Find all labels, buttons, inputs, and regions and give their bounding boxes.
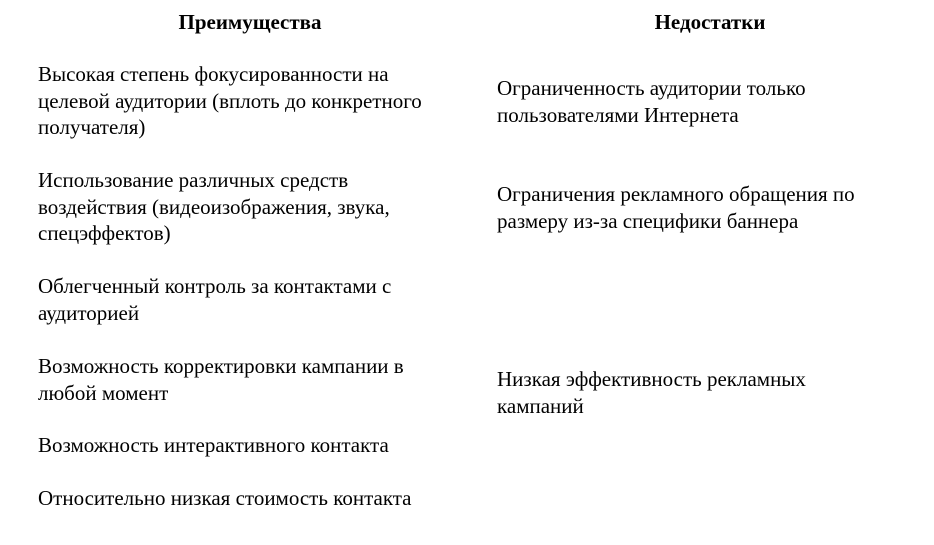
advantage-line: спецэффектов): [38, 221, 171, 245]
advantage-item: [38, 485, 412, 512]
advantage-item: [38, 61, 422, 141]
advantage-line: целевой аудитории (вплоть до конкретного: [38, 88, 422, 113]
disadvantage-line: размеру из-за специфики баннера: [497, 208, 799, 233]
disadvantage-line: Ограниченность аудитории только: [497, 76, 806, 100]
disadvantage-line: Ограничения рекламного обращения по: [497, 182, 855, 206]
advantages-header: Преимущества: [178, 10, 322, 34]
advantage-item: [38, 167, 390, 247]
advantage-line: любой момент: [38, 380, 169, 405]
disadvantage-item: [497, 181, 855, 234]
disadvantages-header: Недостатки: [654, 10, 766, 34]
advantage-line: получателя): [38, 115, 146, 139]
disadvantage-item: [497, 366, 806, 419]
advantage-item: [38, 353, 404, 406]
disadvantage-item: [497, 75, 806, 128]
advantage-line: аудиторией: [38, 300, 140, 325]
disadvantage-line: Низкая эффективность рекламных: [497, 367, 806, 391]
advantage-item: [38, 432, 389, 459]
disadvantage-line: кампаний: [497, 393, 584, 418]
disadvantage-line: пользователями Интернета: [497, 102, 739, 127]
advantage-line: Высокая степень фокусированности на: [38, 62, 389, 86]
advantage-line: Облегченный контроль за контактами с: [38, 274, 392, 298]
advantage-line: воздействия (видеоизображения, звука,: [38, 194, 390, 219]
advantage-line: Возможность интерактивного контакта: [38, 433, 389, 457]
advantage-line: Относительно низкая стоимость контакта: [38, 486, 412, 510]
advantage-line: Возможность корректировки кампании в: [38, 354, 404, 378]
advantage-line: Использование различных средств: [38, 168, 349, 192]
advantage-item: [38, 273, 391, 326]
